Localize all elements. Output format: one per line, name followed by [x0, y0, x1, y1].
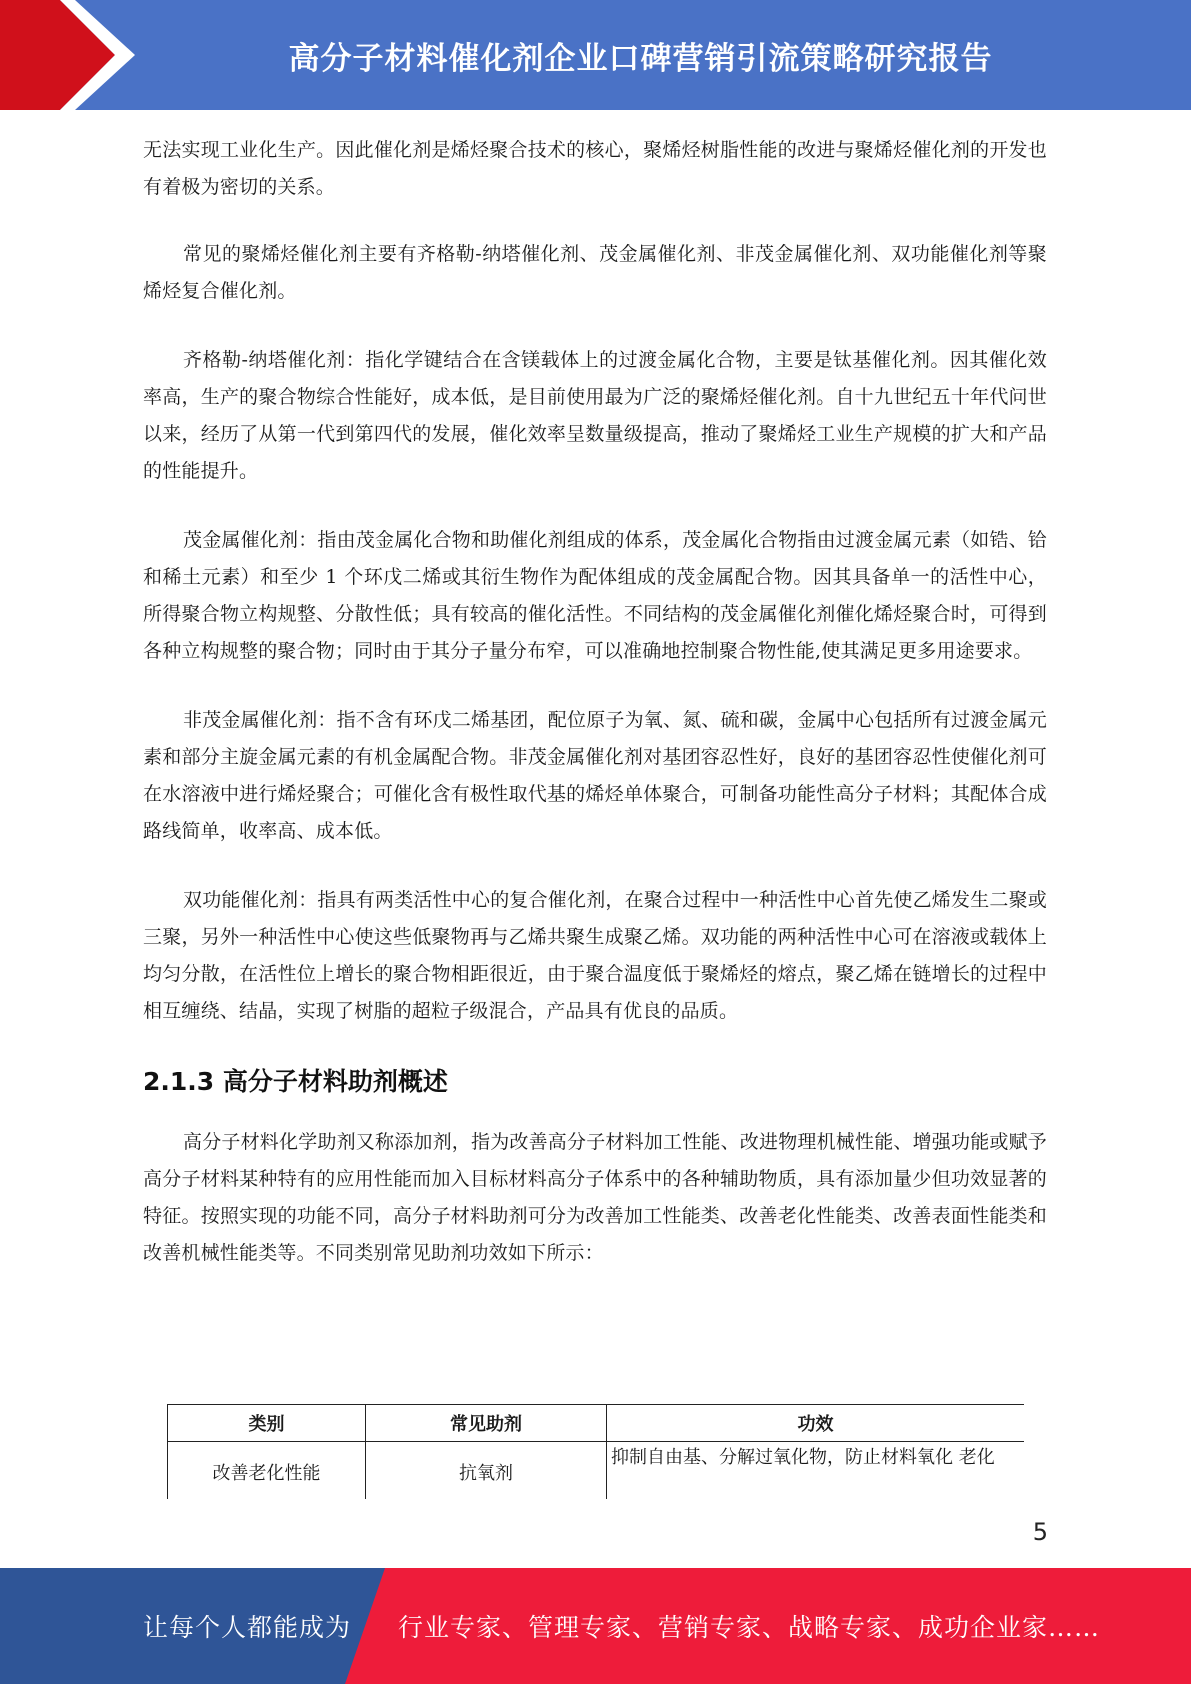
report-title: 高分子材料催化剂企业口碑营销引流策略研究报告 — [288, 40, 993, 77]
paragraph-bifunctional: 双功能催化剂：指具有两类活性中心的复合催化剂，在聚合过程中一种活性中心首先使乙烯发生二聚或三聚，另外一种活性中心使这些低聚物再与乙烯共聚生成聚乙烯。双功能的两种活性中心可在溶液或载体上均匀分散，在活性位上增长的聚合物相距很近，由于聚合温度低于聚烯烃的熔点，聚乙烯在链增长的过程中相互缠绕、结晶，实现了树脂的超粒子级混合，产品具有优良的品质。 — [143, 889, 1048, 1022]
table-header-effect: 功效 — [607, 1405, 1025, 1442]
paragraph-ziegler-natta: 齐格勒-纳塔催化剂：指化学键结合在含镁载体上的过渡金属化合物，主要是钛基催化剂。因其催化效率高，生产的聚合物综合性能好，成本低，是目前使用最为广泛的聚烯烃催化剂。自十九世纪五十年代问世以来，经历了从第一代到第四代的发展，催化效率呈数量级提高，推动了聚烯烃工业生产规模的扩大和产品的性能提升。 — [143, 349, 1047, 482]
table-row — [168, 1442, 1025, 1500]
table-cell-effect: 抑制自由基、分解过氧化物，防止材料氧化 老化 — [607, 1442, 1025, 1500]
section-heading: 2.1.3 高分子材料助剂概述 — [143, 1067, 448, 1096]
paragraph-continuation: 无法实现工业化生产。因此催化剂是烯烃聚合技术的核心，聚烯烃树脂性能的改进与聚烯烃催化剂的开发也有着极为密切的关系。 — [143, 139, 1047, 198]
table-cell-additive: 抗氧剂 — [366, 1442, 607, 1500]
paragraph-metallocene: 茂金属催化剂：指由茂金属化合物和助催化剂组成的体系，茂金属化合物指由过渡金属元素（如锆、铪和稀土元素）和至少 1 个环戊二烯或其衍生物作为配体组成的茂金属配合物。因其具备单一的活性中心，所得聚合物立构规整、分散性低；具有较高的催化活性。不同结构的茂金属催化剂催化烯烃聚合时，可得到各种立构规整的聚合物；同时由于其分子量分布窄，可以准确地控制聚合物性能,使其满足更多用途要求。 — [143, 529, 1048, 662]
table-header-row — [168, 1405, 1025, 1442]
page-number: 5 — [1032, 1518, 1048, 1546]
footer-slogan-roles: 行业专家、管理专家、营销专家、战略专家、成功企业家…… — [398, 1613, 1101, 1642]
additives-table — [167, 1404, 1024, 1499]
additives-table-wrapper — [167, 1404, 1024, 1499]
table-cell-category: 改善老化性能 — [168, 1442, 366, 1500]
footer-slogan-lead: 让每个人都能成为 — [143, 1613, 352, 1642]
header-arrow-decoration — [0, 0, 150, 110]
table-header-category: 类别 — [168, 1405, 366, 1442]
document-body — [143, 132, 1047, 1304]
page-header — [0, 0, 1191, 110]
paragraph-non-metallocene: 非茂金属催化剂：指不含有环戊二烯基团，配位原子为氧、氮、硫和碳，金属中心包括所有过渡金属元素和部分主旋金属元素的有机金属配合物。非茂金属催化剂对基团容忍性好，良好的基团容忍性使催化剂可在水溶液中进行烯烃聚合；可催化含有极性取代基的烯烃单体聚合，可制备功能性高分子材料；其配体合成路线简单，收率高、成本低。 — [143, 709, 1048, 842]
paragraph-additives-overview: 高分子材料化学助剂又称添加剂，指为改善高分子材料加工性能、改进物理机械性能、增强功能或赋予高分子材料某种特有的应用性能而加入目标材料高分子体系中的各种辅助物质，具有添加量少但功效显著的特征。按照实现的功能不同，高分子材料助剂可分为改善加工性能类、改善老化性能类、改善表面性能类和改善机械性能类等。不同类别常见助剂功效如下所示： — [143, 1131, 1048, 1264]
page-footer — [0, 1568, 1191, 1684]
paragraph-catalyst-types: 常见的聚烯烃催化剂主要有齐格勒-纳塔催化剂、茂金属催化剂、非茂金属催化剂、双功能催化剂等聚烯烃复合催化剂。 — [143, 243, 1047, 302]
table-header-additive: 常见助剂 — [366, 1405, 607, 1442]
